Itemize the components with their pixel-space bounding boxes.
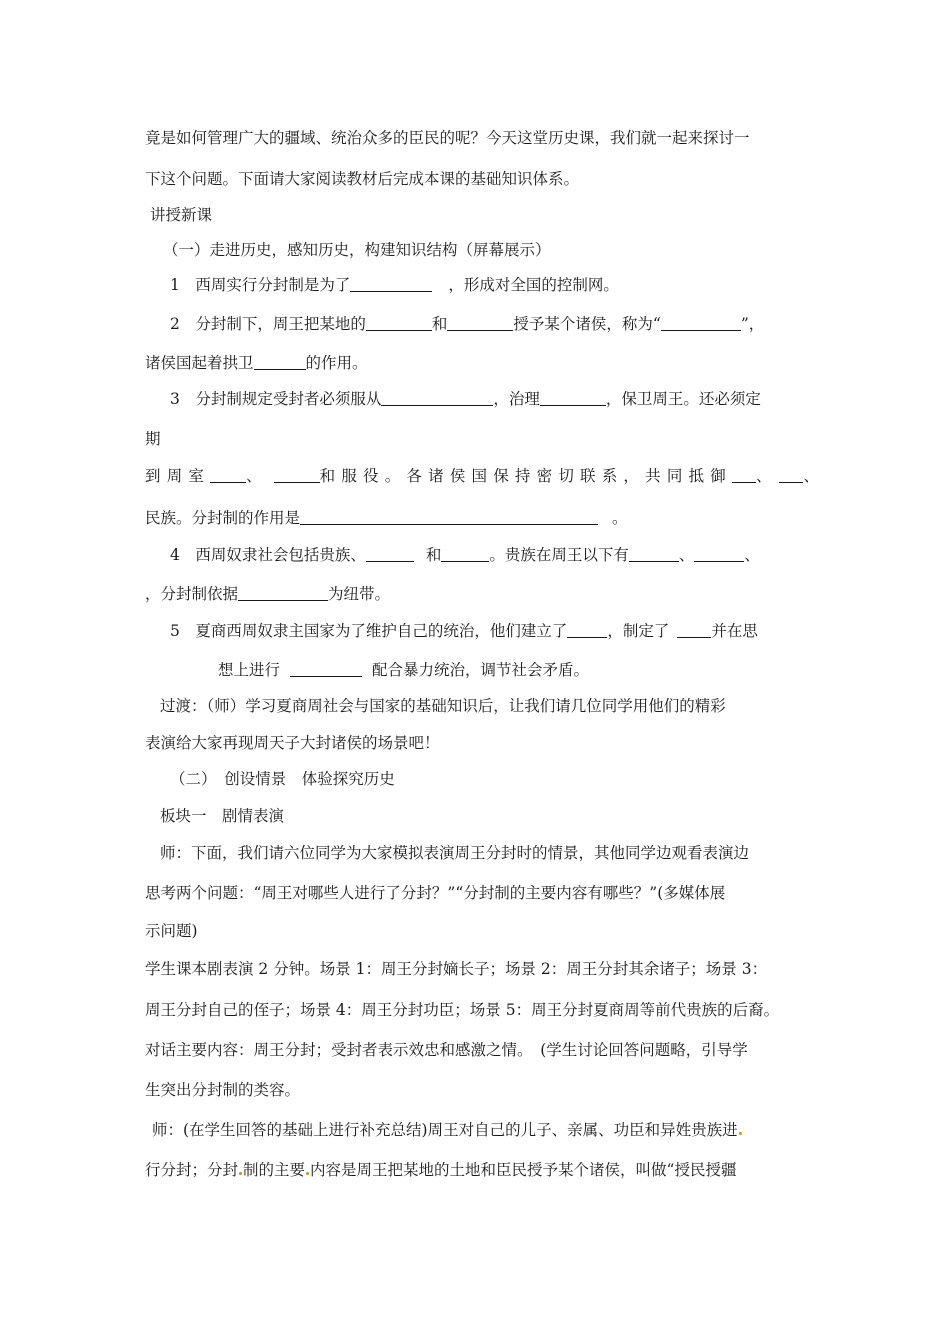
- paragraph-line: 学生课本剧表演 2 分钟。场景 1：周王分封嫡长子；场景 2：周王分封其余诸子；场景 3：: [145, 960, 768, 978]
- fill-in-blank[interactable]: [210, 467, 246, 483]
- paragraph-line: 对话主要内容：周王分封；受封者表示效忠和感激之情。 (学生讨论回答问题略，引导学: [145, 1041, 748, 1059]
- subsection-heading: （二） 创设情景 体验探究历史: [170, 770, 395, 788]
- paragraph-line: 生突出分封制的类容。: [145, 1081, 301, 1099]
- fill-in-blank[interactable]: [732, 467, 756, 483]
- question-text: 为纽带。: [328, 585, 391, 603]
- question-text: 配合暴力统治，调节社会矛盾。: [372, 661, 590, 679]
- fill-in-blank[interactable]: [629, 546, 679, 562]
- question-text: ，分封制依据: [145, 585, 239, 603]
- question-text: ，治理: [493, 390, 540, 408]
- marker-dot-icon: [306, 1172, 309, 1175]
- paragraph-text: 师：(在学生回答的基础上进行补充总结)周王对自己的儿子、亲属、功臣和异姓贵族进: [152, 1121, 738, 1139]
- question-text: ，制定了: [607, 622, 670, 640]
- fill-in-blank[interactable]: [290, 661, 362, 677]
- fill-in-blank[interactable]: [694, 546, 744, 562]
- fill-in-blank[interactable]: [300, 509, 598, 525]
- question-text: 、: [246, 467, 262, 485]
- fill-in-blank[interactable]: [254, 354, 306, 370]
- subsection-heading: （一）走进历史，感知历史，构建知识结构（屏幕展示）: [163, 241, 551, 259]
- question-text: 、: [803, 467, 819, 485]
- question-line: [145, 466, 819, 486]
- question-text: 4 西周奴隶社会包括贵族、: [170, 546, 366, 564]
- question-line: [170, 621, 758, 641]
- question-text: ”，: [740, 315, 765, 333]
- question-text: 民族。分封制的作用是: [145, 509, 301, 527]
- paragraph-line: 下这个问题。下面请大家阅读教材后完成本课的基础知识体系。: [145, 170, 580, 188]
- question-text: 2 分封制下，周王把某地的: [170, 315, 366, 333]
- question-text: 诸侯国起着拱卫: [145, 354, 254, 372]
- fill-in-blank[interactable]: [274, 467, 320, 483]
- paragraph-line: 示问题): [145, 922, 198, 940]
- question-text: 、: [678, 546, 695, 564]
- fill-in-blank[interactable]: [447, 315, 513, 331]
- marker-dot-icon: [739, 1132, 742, 1135]
- marker-dot-icon: [239, 1172, 242, 1175]
- fill-in-blank[interactable]: [779, 467, 803, 483]
- question-text: 5 夏商西周奴隶主国家为了维护自己的统治，他们建立了: [170, 622, 568, 640]
- fill-in-blank[interactable]: [567, 622, 607, 638]
- question-text: 和: [431, 315, 448, 333]
- paragraph-text: 行分封；分封: [145, 1161, 239, 1179]
- question-text: 授予某个诸侯，称为“: [513, 315, 661, 333]
- question-text: 、: [744, 546, 760, 564]
- question-line: [170, 275, 619, 295]
- paragraph-line: 师：下面，我们请六位同学为大家模拟表演周王分封时的情景，其他同学边观看表演边: [160, 844, 750, 862]
- question-text: 想上进行: [218, 661, 281, 679]
- paragraph-line: [145, 1160, 736, 1180]
- fill-in-blank[interactable]: [661, 315, 741, 331]
- question-line: [218, 660, 589, 680]
- fill-in-blank[interactable]: [540, 390, 606, 406]
- question-text: 、: [755, 467, 772, 485]
- question-text: ，保卫周王。还必须定: [605, 390, 761, 408]
- paragraph-line: [152, 1120, 743, 1140]
- paragraph-line: 过渡：（师）学习夏商周社会与国家的基础知识后，让我们请几位同学用他们的精彩: [160, 697, 726, 715]
- question-text: 到周室: [145, 467, 211, 485]
- fill-in-blank[interactable]: [381, 390, 493, 406]
- paragraph-line: 表演给大家再现周天子大封诸侯的场景吧！: [145, 734, 440, 752]
- question-text: ，形成对全国的控制网。: [448, 276, 619, 294]
- question-line: [145, 584, 390, 604]
- paragraph-text: 内容是周王把某地的土地和臣民授予某个诸侯，叫做“授民授疆: [310, 1161, 737, 1179]
- question-line: [170, 389, 761, 409]
- fill-in-blank[interactable]: [677, 622, 711, 638]
- fill-in-blank[interactable]: [366, 546, 414, 562]
- paragraph-text: 制的主要: [243, 1161, 306, 1179]
- question-line: [170, 545, 760, 565]
- section-heading: 讲授新课: [150, 206, 213, 224]
- question-text: 的作用。: [305, 354, 368, 372]
- question-text: 1 西周实行分封制是为了: [170, 276, 351, 294]
- question-text: 和: [425, 546, 442, 564]
- paragraph-line: 周王分封自己的侄子；场景 4：周王分封功臣；场景 5：周王分封夏商周等前代贵族的后裔。: [145, 1001, 780, 1019]
- paragraph-line: 期: [145, 430, 161, 448]
- fill-in-blank[interactable]: [238, 585, 328, 601]
- question-text: 3 分封制规定受封者必须服从: [170, 390, 382, 408]
- fill-in-blank[interactable]: [441, 546, 489, 562]
- paragraph-line: 竟是如何管理广大的疆域、统治众多的臣民的呢？今天这堂历史课，我们就一起来探讨一: [145, 129, 750, 147]
- block-heading: 板块一 剧情表演: [160, 807, 285, 825]
- question-text: 。: [612, 509, 628, 527]
- question-line: [145, 508, 628, 528]
- fill-in-blank[interactable]: [350, 276, 432, 292]
- question-text: 。贵族在周王以下有: [489, 546, 629, 564]
- question-text: 并在思: [711, 622, 758, 640]
- question-line: [170, 314, 764, 334]
- question-line: [145, 353, 368, 373]
- fill-in-blank[interactable]: [366, 315, 432, 331]
- question-text: 和服役。各诸侯国保持密切联系，共同抵御: [319, 467, 732, 485]
- paragraph-line: 思考两个问题：“周王对哪些人进行了分封？”“分封制的主要内容有哪些？”(多媒体展: [145, 884, 726, 902]
